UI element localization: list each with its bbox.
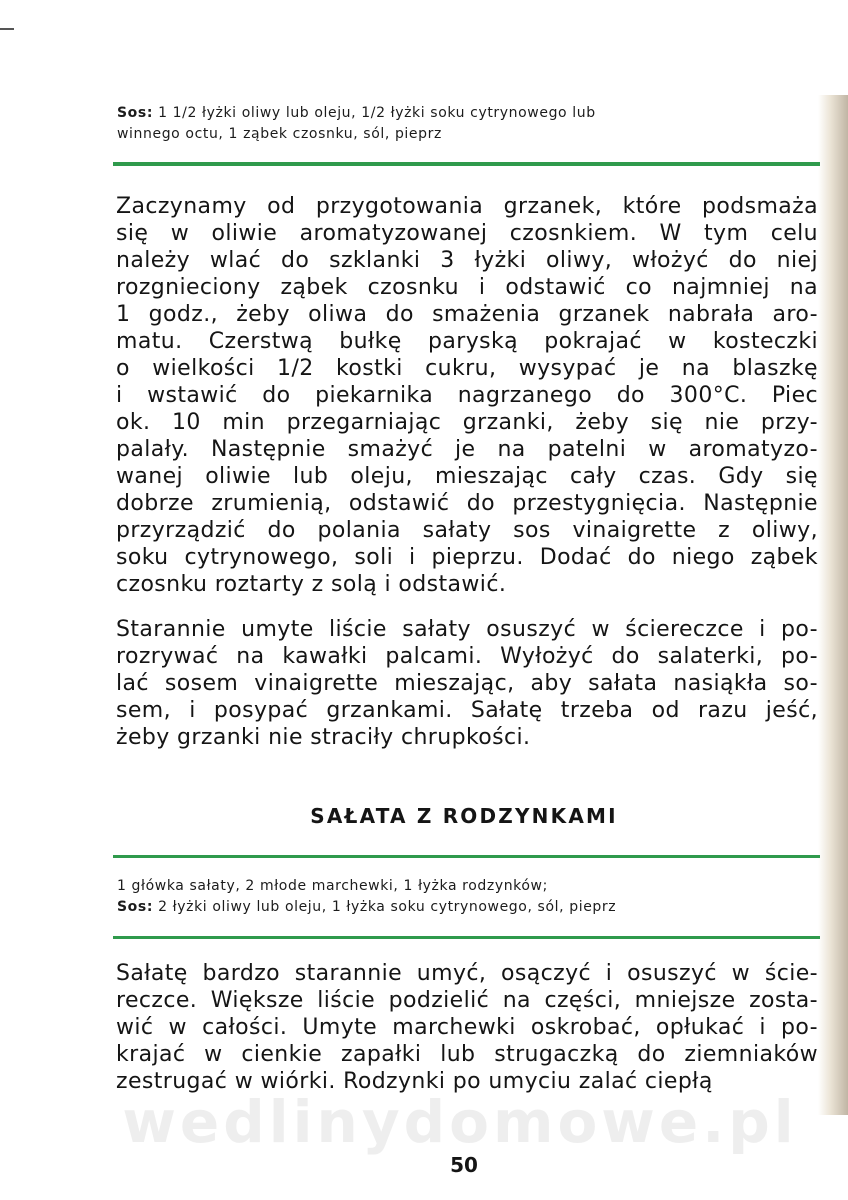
- text-line: i wstawić do piekarnika nagrzanego do 300°C. Piec: [116, 383, 818, 408]
- sauce-line-2: winnego octu, 1 ząbek czosnku, sól, pieprz: [117, 126, 442, 142]
- text-line: matu. Czerstwą bułkę paryską pokrajać w kosteczki: [116, 329, 818, 354]
- sauce-text: 2 łyżki oliwy lub oleju, 1 łyżka soku cytrynowego, sól, pieprz: [153, 899, 617, 915]
- text-line: o wielkości 1/2 kostki cukru, wysypać je na blaszkę: [116, 356, 818, 381]
- ingredients-2: [117, 876, 817, 918]
- text-line: dobrze zrumienią, odstawić do przestygnięcia. Następnie: [116, 491, 818, 516]
- sauce-line-1: [117, 103, 817, 124]
- text-line: rozrywać na kawałki palcami. Wyłożyć do salaterki, po-: [116, 644, 818, 669]
- text-line: czosnku roztarty z solą i odstawić.: [116, 572, 507, 597]
- sauce-label: Sos:: [117, 105, 154, 121]
- text-line: Starannie umyte liście sałaty osuszyć w ściereczce i po-: [116, 617, 818, 642]
- text-line: soku cytrynowego, soli i pieprzu. Dodać do niego ząbek: [116, 545, 818, 570]
- corner-mark: [0, 28, 14, 30]
- text-line: przyrządzić do polania sałaty sos vinaigrette z oliwy,: [116, 518, 818, 543]
- page-number: 50: [450, 1153, 478, 1177]
- text-line: rozgnieciony ząbek czosnku i odstawić co najmniej na: [116, 275, 818, 300]
- text-line: się w oliwie aromatyzowanej czosnkiem. W tym celu: [116, 221, 818, 246]
- text-line: wić w całości. Umyte marchewki oskrobać, opłukać i po-: [116, 1015, 818, 1040]
- sauce-text: 1 1/2 łyżki oliwy lub oleju, 1/2 łyżki soku cytrynowego lub: [153, 105, 596, 121]
- green-divider: [113, 855, 820, 858]
- instructions-paragraph-1: [116, 193, 818, 598]
- text-line: Zaczynamy od przygotowania grzanek, które podsmaża: [116, 194, 818, 219]
- text-line: wanej oliwie lub oleju, mieszając cały czas. Gdy się: [116, 464, 818, 489]
- sauce-label: Sos:: [117, 899, 154, 915]
- text-line: należy wlać do szklanki 3 łyżki oliwy, włożyć do niej: [116, 248, 818, 273]
- text-line: 1 godz., żeby oliwa do smażenia grzanek nabrała aro-: [116, 302, 818, 327]
- text-line: ok. 10 min przegarniając grzanki, żeby się nie przy-: [116, 410, 818, 435]
- watermark: wedlinydomowe.pl: [122, 1088, 798, 1156]
- text-line: Sałatę bardzo starannie umyć, osączyć i osuszyć w ście-: [116, 961, 818, 986]
- green-divider: [113, 162, 820, 166]
- green-divider: [113, 936, 820, 939]
- sauce-ingredients-1: [117, 103, 817, 145]
- text-line: sem, i posypać grzankami. Sałatę trzeba od razu jeść,: [116, 698, 818, 723]
- text-line: palały. Następnie smażyć je na patelni w aromatyzo-: [116, 437, 818, 462]
- ingredients-line: 1 główka sałaty, 2 młode marchewki, 1 łyżka rodzynków;: [117, 878, 548, 894]
- text-line: lać sosem vinaigrette mieszając, aby sałata nasiąkła so-: [116, 671, 818, 696]
- page-edge-shadow: [818, 95, 848, 1115]
- text-line: zestrugać w wiórki. Rodzynki po umyciu zalać ciepłą: [116, 1069, 713, 1094]
- text-line: żeby grzanki nie straciły chrupkości.: [116, 725, 531, 750]
- text-line: krajać w cienkie zapałki lub strugaczką do ziemniaków: [116, 1042, 818, 1067]
- instructions-paragraph-2: [116, 616, 818, 751]
- sauce-line: [117, 897, 817, 918]
- text-line: reczce. Większe liście podzielić na części, mniejsze zosta-: [116, 988, 818, 1013]
- recipe-title: SAŁATA Z RODZYNKAMI: [310, 804, 618, 828]
- instructions-paragraph-3: [116, 960, 818, 1095]
